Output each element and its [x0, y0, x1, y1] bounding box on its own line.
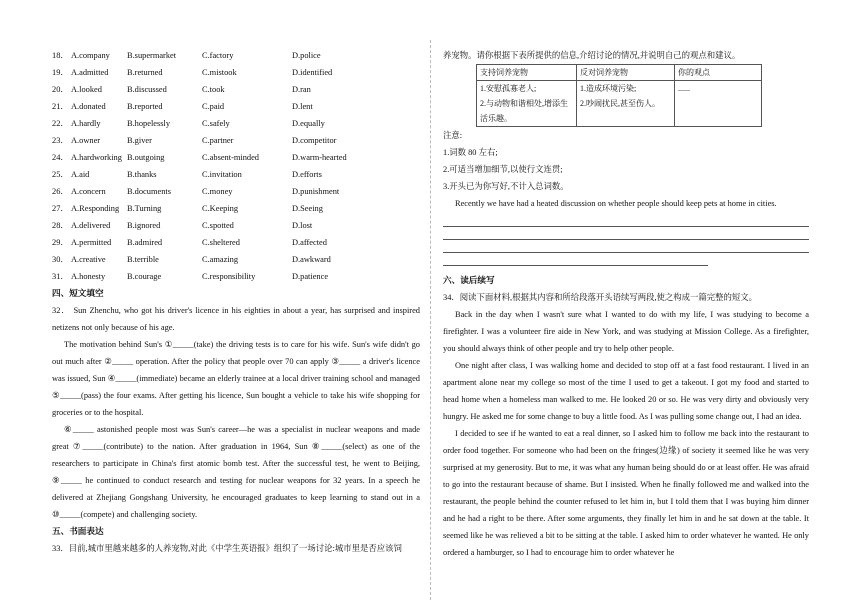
notes-title: 注意: [443, 131, 463, 140]
option-row [52, 251, 420, 268]
table-header-oppose: 反对饲养宠物 [577, 65, 675, 81]
left-column [52, 47, 420, 557]
table-header-opinion: 你的观点 [675, 65, 762, 81]
option-d: D.Seeing [292, 204, 323, 213]
option-row [52, 47, 420, 64]
question-number: 18． [52, 51, 69, 60]
option-a: A.delivered [71, 221, 111, 230]
question-number: 25． [52, 170, 69, 179]
option-a: A.donated [71, 102, 106, 111]
option-c: C.factory [202, 51, 234, 60]
option-d: D.lent [292, 102, 313, 111]
option-b: B.admired [127, 238, 163, 247]
option-row [52, 81, 420, 98]
option-b: B.hopelessly [127, 119, 171, 128]
column-divider [430, 40, 431, 600]
options-list [52, 47, 420, 285]
option-b: B.terrible [127, 255, 159, 264]
option-b: B.courage [127, 272, 162, 281]
section-6-question: 34．阅读下面材料,根据其内容和所给段落开头语续写两段,使之构成一篇完整的短文。 [443, 293, 758, 302]
writing-line [443, 227, 809, 240]
question-number: 19． [52, 68, 69, 77]
note-2: 2.可适当增加细节,以使行文连贯; [443, 165, 563, 174]
oppose-point-2: 2.吵闹扰民,甚至伤人。 [580, 99, 660, 108]
question-number: 20． [52, 85, 69, 94]
option-a: A.company [71, 51, 110, 60]
option-b: B.giver [127, 136, 152, 145]
option-row [52, 98, 420, 115]
option-row [52, 200, 420, 217]
option-c: C.safely [202, 119, 230, 128]
oppose-point-1: 1.造成环境污染; [580, 84, 637, 93]
note-1: 1.词数 80 左右; [443, 148, 498, 157]
pets-discussion-table [476, 64, 762, 127]
option-c: C.sheltered [202, 238, 240, 247]
question-number: 23． [52, 136, 69, 145]
question-number: 26． [52, 187, 69, 196]
option-b: B.outgoing [127, 153, 165, 162]
option-c: C.spotted [202, 221, 234, 230]
section-4-title: 四、短文填空 [52, 288, 104, 298]
writing-line [443, 253, 708, 266]
support-point-2: 2.与动物和谐相处,增添生活乐趣。 [480, 99, 568, 123]
option-c: C.responsibility [202, 272, 256, 281]
option-b: B.Turning [127, 204, 162, 213]
section-6-title: 六、读后续写 [443, 275, 495, 285]
option-b: B.reported [127, 102, 163, 111]
writing-lines [443, 214, 809, 266]
section-4-paragraph-3: ⑥_____ astonished people most was Sun's career—he was a specialist in nuclear weapons and made great ⑦_____(contribute) to the nation. After graduation in 1964, Sun ⑧_____(select) as one of the researchers to participate in China's first atomic bomb test. After the successful test, he went to Beijing, ⑨_____ he continued to conduct research and testing for nuclear weapons for 32 years. In a speech he delivered at Zhejiang Gongshang University, he encouraged graduates to keep learning to stand out in a ⑩_____(compete) and challenging society. [52, 425, 420, 519]
question-number: 30． [52, 255, 69, 264]
question-number: 24． [52, 153, 69, 162]
option-a: A.creative [71, 255, 106, 264]
section-5-title: 五、书面表达 [52, 526, 104, 536]
writing-line [443, 214, 809, 227]
option-c: C.mistook [202, 68, 237, 77]
option-a: A.concern [71, 187, 106, 196]
option-d: D.equally [292, 119, 325, 128]
option-a: A.Responding [71, 204, 120, 213]
option-a: A.aid [71, 170, 90, 179]
section-4-intro: 32． Sun Zhenchu, who got his driver's licence in his eighties in about a year, has surprised and inspired netizens not only because of his age. [52, 306, 420, 332]
option-c: C.took [202, 85, 225, 94]
section-4-paragraph-2: The motivation behind Sun's ①_____(take) the driving tests is to care for his wife. Sun's wife didn't go out much after ②_____ operation. After the policy that people over 70 can apply ③_____ a driver's licence was issued, Sun ④_____(immediate) became an elderly trainee at a local driver training school and managed ⑤_____(pass) the four exams. After getting his licence, Sun bought a vehicle to take his wife shopping for groceries or to the hospital. [52, 340, 420, 417]
section-5-question: 33．目前,城市里越来越多的人养宠物,对此《中学生英语报》组织了一场讨论:城市里是否应该饲 [52, 544, 402, 553]
option-d: D.efforts [292, 170, 322, 179]
option-a: A.looked [71, 85, 102, 94]
option-b: B.thanks [127, 170, 157, 179]
option-a: A.hardworking [71, 153, 122, 162]
table-cell-oppose [577, 81, 675, 127]
option-b: B.supermarket [127, 51, 177, 60]
question-number: 28． [52, 221, 69, 230]
option-d: D.patience [292, 272, 329, 281]
option-a: A.permitted [71, 238, 112, 247]
option-row [52, 234, 420, 251]
option-d: D.competitor [292, 136, 337, 145]
option-row [52, 132, 420, 149]
story-paragraph-1: Back in the day when I wasn't sure what I wanted to do with my life, I was studying to become a firefighter. I was a volunteer fire aide in New York, and was studying at Mission College. As a firefighter, you should always think of other people and try to help other people. [443, 310, 809, 353]
option-a: A.hardly [71, 119, 101, 128]
option-c: C.Keeping [202, 204, 239, 213]
option-row [52, 149, 420, 166]
option-d: D.identified [292, 68, 333, 77]
option-c: C.amazing [202, 255, 239, 264]
option-d: D.affected [292, 238, 327, 247]
option-a: A.admitted [71, 68, 109, 77]
option-row [52, 166, 420, 183]
option-c: C.partner [202, 136, 234, 145]
right-column [443, 47, 809, 561]
note-3: 3.开头已为你写好,不计入总词数。 [443, 182, 569, 191]
support-point-1: 1.安慰孤寡老人; [480, 84, 537, 93]
option-row [52, 64, 420, 81]
question-number: 27． [52, 204, 69, 213]
option-b: B.ignored [127, 221, 161, 230]
option-a: A.owner [71, 136, 101, 145]
option-c: C.invitation [202, 170, 242, 179]
option-row [52, 115, 420, 132]
option-row [52, 217, 420, 234]
question-number: 31． [52, 272, 69, 281]
table-header-support: 支持饲养宠物 [477, 65, 577, 81]
section-5-question-continued: 养宠物。请你根据下表所提供的信息,介绍讨论的情况,并说明自己的观点和建议。 [443, 51, 741, 60]
option-b: B.discussed [127, 85, 167, 94]
option-c: C.absent-minded [202, 153, 259, 162]
question-number: 29． [52, 238, 69, 247]
option-d: D.punishment [292, 187, 340, 196]
table-cell-support [477, 81, 577, 127]
story-paragraph-3: I decided to see if he wanted to eat a real dinner, so I asked him to follow me back into the restaurant to order food together. For someone who had been on the fringes(边缘) of society it seemed like he was very surprised at my generosity. But to me, it was what any human being should do or at least offer. He was afraid to go into the restaurant because of shame. But I insisted. When he finally followed me and walked into the restaurant, the people behind the counter refused to let him in, but I told them that I was buying him dinner and he had a right to be there. After some arguments, they finally let him in and he sat down at the table. It seemed like he was relieved a bit to be sitting at the table. I asked him to order whatever he wanted. He only ordered a hamburger, so I had to encourage him to order whatever he [443, 429, 809, 557]
option-d: D.lost [292, 221, 313, 230]
option-d: D.ran [292, 85, 311, 94]
option-row [52, 268, 420, 285]
option-row [52, 183, 420, 200]
option-b: B.documents [127, 187, 171, 196]
option-c: C.paid [202, 102, 225, 111]
option-d: D.police [292, 51, 321, 60]
story-paragraph-2: One night after class, I was walking home and decided to stop off at a fast food restaurant. I lived in an apartment alone near my college so most of the time I used to get a takeout. I got my food and started to head home when a homeless man walked to me. He looked 20 or so. He was very dirty and obviously very hungry. He asked me for some change to buy a little food. As I was pulling some change out, I had an idea. [443, 361, 809, 421]
option-d: D.warm-hearted [292, 153, 347, 162]
question-number: 21． [52, 102, 69, 111]
question-number: 22． [52, 119, 69, 128]
table-cell-opinion: ...... [675, 81, 762, 127]
option-d: D.awkward [292, 255, 331, 264]
option-a: A.honesty [71, 272, 106, 281]
option-c: C.money [202, 187, 233, 196]
option-b: B.returned [127, 68, 163, 77]
essay-opening: Recently we have had a heated discussion on whether people should keep pets at home in cities. [455, 199, 777, 208]
writing-line [443, 240, 809, 253]
